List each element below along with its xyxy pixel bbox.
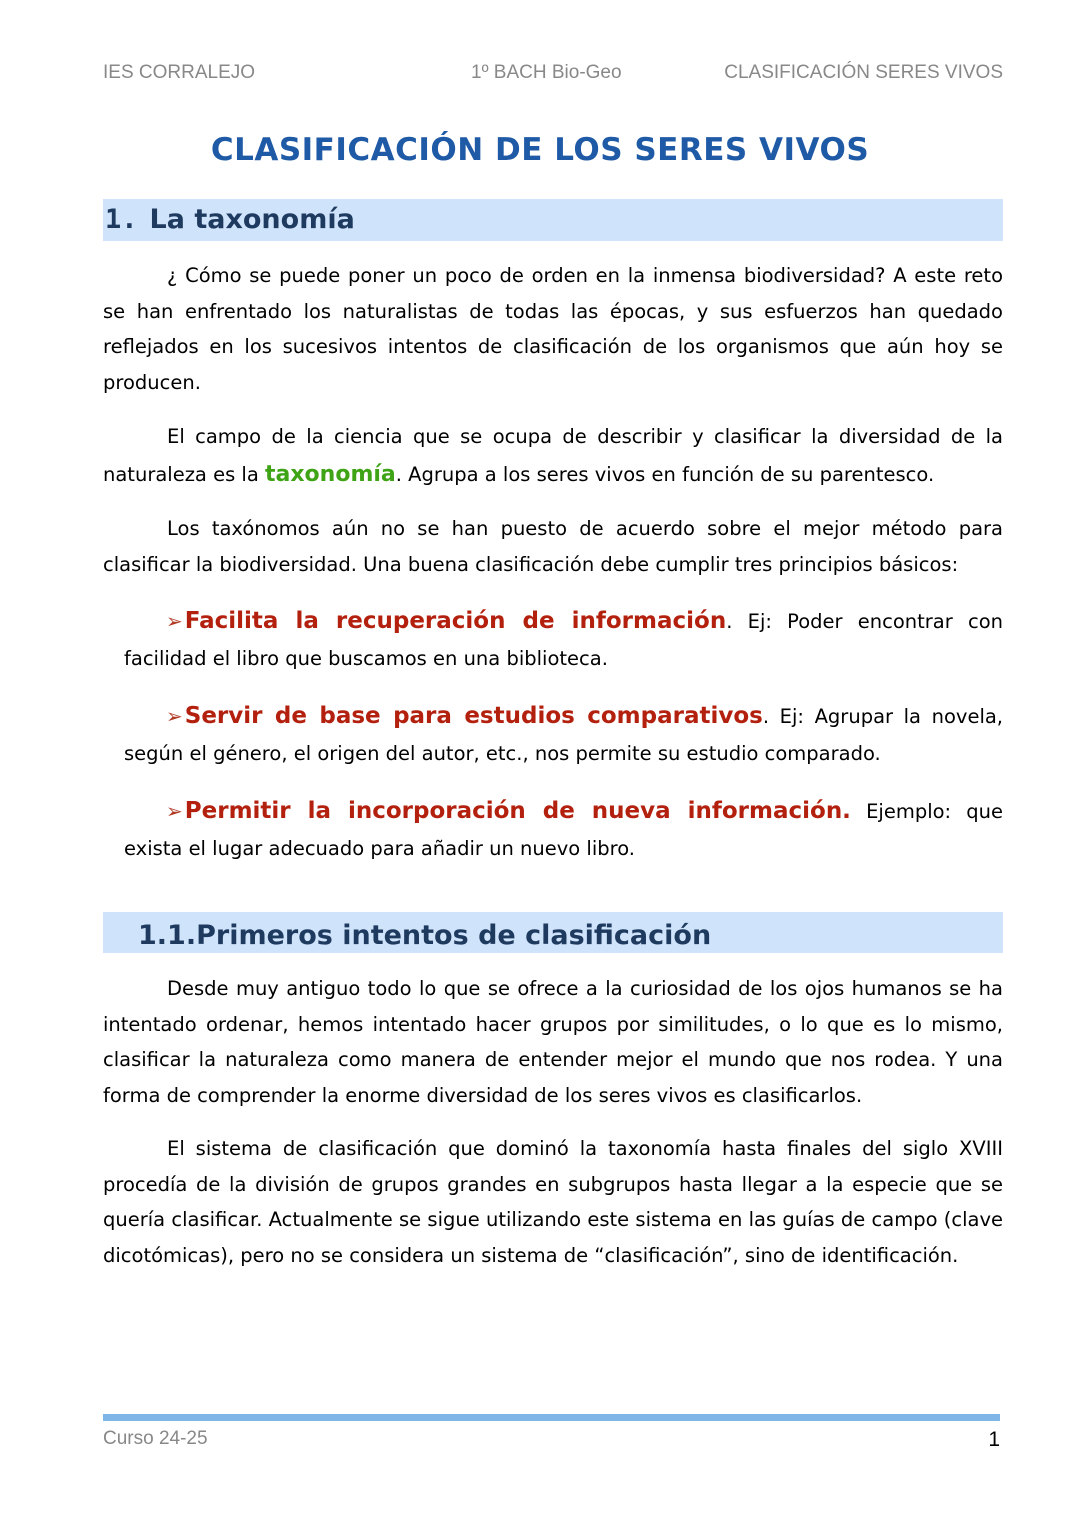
list-item xyxy=(124,793,1003,867)
taxonomy-def-after: . Agrupa a los seres vivos en función de su parentesco. xyxy=(395,463,935,486)
principle-example: Ejemplo: que exista el lugar adecuado para añadir un nuevo libro. xyxy=(124,800,1003,860)
arrow-bullet-icon: ➢ xyxy=(166,799,183,823)
document-title: CLASIFICACIÓN DE LOS SERES VIVOS xyxy=(210,132,870,168)
paragraph-principles-intro: Los taxónomos aún no se han puesto de acuerdo sobre el mejor método para clasificar la biodiversidad. Una buena clasificación debe cumplir tres principios básicos: xyxy=(103,517,1003,576)
section-1-1-heading: 1.1.Primeros intentos de clasificación xyxy=(103,912,1003,953)
principle-example: . Ej: Poder encontrar con facilidad el libro que buscamos en una biblioteca. xyxy=(124,610,1003,670)
section-1-heading xyxy=(103,199,1003,241)
footer-divider xyxy=(103,1414,1000,1421)
page-number: 1 xyxy=(988,1428,1000,1451)
arrow-bullet-icon: ➢ xyxy=(166,704,183,728)
principle-example: . Ej: Agrupar la novela, según el género, el origen del autor, etc., nos permite su estudio comparado. xyxy=(124,705,1004,765)
list-item xyxy=(124,698,1003,772)
principle-title: Permitir la incorporación de nueva información. xyxy=(184,798,851,824)
page-header xyxy=(103,62,1003,86)
taxonomy-term: taxonomía xyxy=(265,462,396,487)
principle-title: Facilita la recuperación de información xyxy=(184,608,727,634)
header-topic: CLASIFICACIÓN SERES VIVOS xyxy=(724,62,1003,83)
section-1-title: La taxonomía xyxy=(149,204,355,235)
paragraph-classification-system: El sistema de clasificación que dominó la taxonomía hasta finales del siglo XVIII procedía de la división de grupos grandes en subgrupos hasta llegar a la especie que se quería clasificar. Actualmente se sigue utilizando este sistema en las guías de campo (clave dicotómicas), pero no se considera un sistema de “clasificación”, sino de identificación. xyxy=(103,1137,1003,1267)
page-footer xyxy=(103,1428,1003,1452)
header-course: 1º BACH Bio-Geo xyxy=(471,62,622,83)
header-school: IES CORRALEJO xyxy=(103,62,256,83)
taxonomy-def-before: El campo de la ciencia que se ocupa de describir y clasificar la diversidad de la naturaleza es la xyxy=(103,425,1003,486)
paragraph-intro: ¿ Cómo se puede poner un poco de orden en la inmensa biodiversidad? A este reto se han enfrentado los naturalistas de todas las épocas, y sus esfuerzos han quedado reflejados en los sucesivos intentos de clasificación de los organismos que aún hoy se producen. xyxy=(103,264,1003,394)
paragraph-taxonomy-definition xyxy=(103,418,1003,494)
list-item xyxy=(124,603,1003,677)
paragraph-early-attempts: Desde muy antiguo todo lo que se ofrece a la curiosidad de los ojos humanos se ha intentado ordenar, hemos intentado hacer grupos por similitudes, o lo que es lo mismo, clasificar la naturaleza como manera de entender mejor el mundo que nos rodea. Y una forma de comprender la enorme diversidad de los seres vivos es clasificarlos. xyxy=(103,977,1003,1107)
section-1-number: 1. xyxy=(105,204,138,235)
footer-course-year: Curso 24-25 xyxy=(103,1428,208,1449)
arrow-bullet-icon: ➢ xyxy=(166,609,183,633)
principle-title: Servir de base para estudios comparativos xyxy=(184,703,763,729)
